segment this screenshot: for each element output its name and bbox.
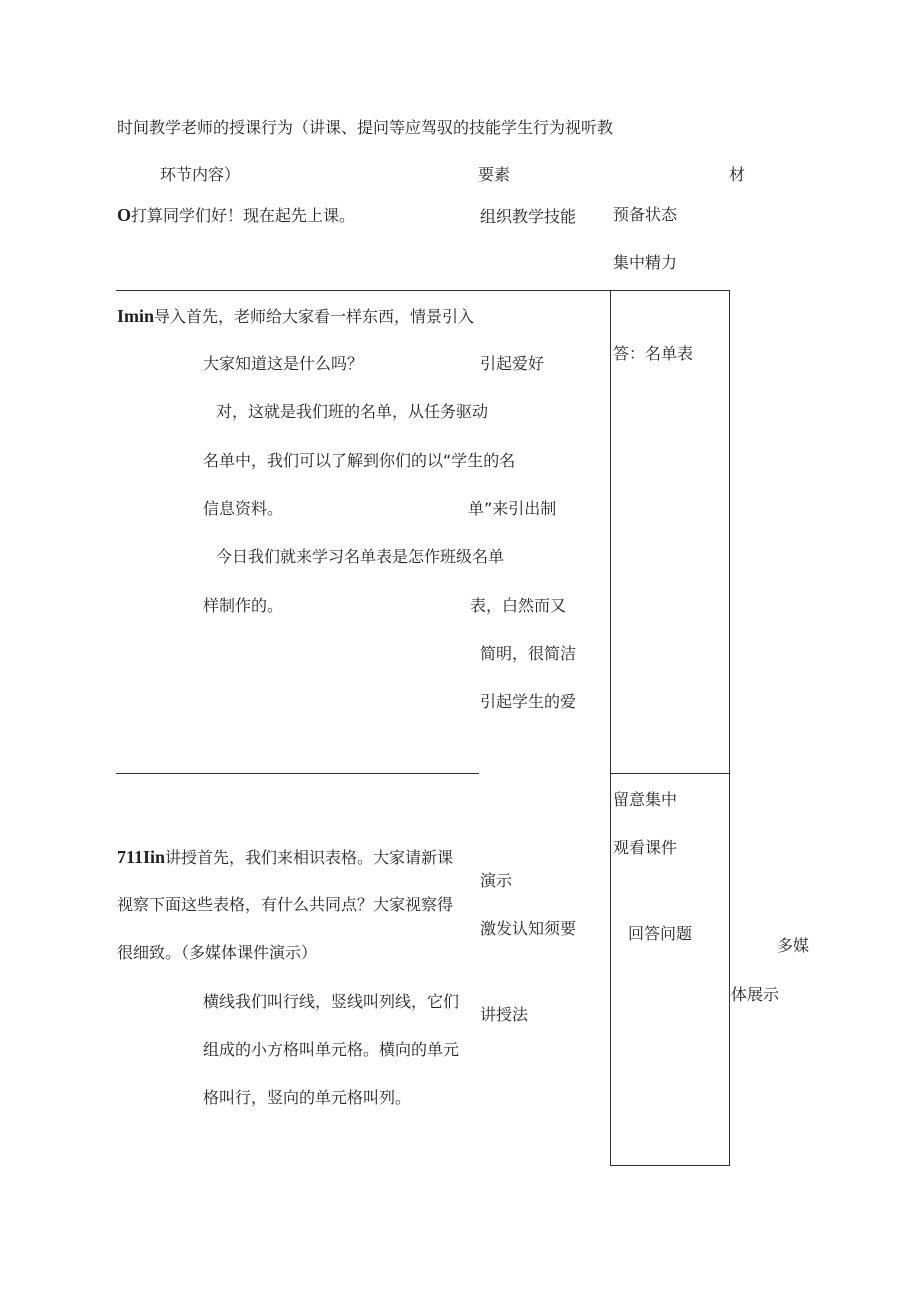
section1-line: 名单中，我们可以了解到你们的以“学生的名 — [203, 451, 516, 470]
opening-row — [117, 205, 355, 226]
section2-line: 组成的小方格叫单元格。横向的单元 — [203, 1040, 460, 1059]
section1-element: 单”来引出制 — [468, 499, 557, 518]
section1-line: 样制作的。 — [203, 596, 284, 615]
table-rule-mid-left — [116, 773, 479, 774]
section1-element: 表，白然而又 — [470, 596, 567, 615]
section1-element: 简明，很简洁 — [480, 644, 577, 663]
opening-skill: 组织教学技能 — [480, 207, 577, 226]
section1-first-line — [117, 306, 474, 327]
section2-line: 讲授首先，我们来相识表格。大家请新课 — [165, 848, 454, 867]
table-rule-mid-right — [610, 773, 729, 774]
section2-element: 激发认知须要 — [480, 919, 577, 938]
section2-line: 横线我们叫行线，竖线叫列线，它们 — [203, 992, 460, 1011]
opening-student-1: 预备状态 — [613, 205, 678, 224]
section1-line: 对，这就是我们班的名单，从任务驱动 — [216, 402, 489, 421]
section1-student: 答：名单表 — [613, 344, 694, 363]
section2-time: 711Iin — [117, 847, 166, 867]
header-line-1: 时间教学老师的授课行为（讲课、提问等应驾驭的技能学生行为视听教 — [117, 118, 614, 137]
header-col-materials: 材 — [729, 165, 746, 184]
table-rule-left — [610, 290, 611, 1166]
opening-student-2: 集中精力 — [613, 253, 678, 272]
section2-first-line — [117, 847, 453, 868]
section2-student: 观看课件 — [613, 838, 678, 857]
section1-time: Imin — [117, 306, 155, 326]
table-rule-top — [116, 290, 730, 291]
section2-media: 多媒 — [777, 936, 810, 955]
table-rule-bottom — [610, 1165, 729, 1166]
section1-element: 引起爱好 — [480, 354, 545, 373]
section1-line: 今日我们就来学习名单表是怎作班级名单 — [216, 547, 505, 566]
opening-time: O — [117, 205, 132, 225]
section2-student: 留意集中 — [613, 790, 678, 809]
section1-line: 导入首先，老师给大家看一样东西，情景引入 — [154, 307, 475, 326]
section1-line: 大家知道这是什么吗？ — [203, 354, 364, 373]
section2-student: 回答问题 — [628, 924, 693, 943]
section1-element: 引起学生的爱 — [480, 692, 577, 711]
section2-line: 很细致。（多媒体课件演示） — [117, 943, 318, 962]
section1-line: 信息资料。 — [203, 499, 284, 518]
section2-element: 讲授法 — [480, 1005, 529, 1024]
section2-line: 格叫行，竖向的单元格叫列。 — [203, 1088, 412, 1107]
table-rule-right — [729, 290, 730, 1166]
section2-media: 体展示 — [731, 985, 780, 1004]
header-col-elements: 要素 — [478, 165, 511, 184]
section2-element: 演示 — [480, 871, 513, 890]
header-col-content: 环节内容） — [160, 165, 241, 184]
section2-line: 视察下面这些表格，有什么共同点？大家视察得 — [117, 895, 454, 914]
opening-text: 打算同学们好！现在起先上课。 — [131, 206, 356, 225]
